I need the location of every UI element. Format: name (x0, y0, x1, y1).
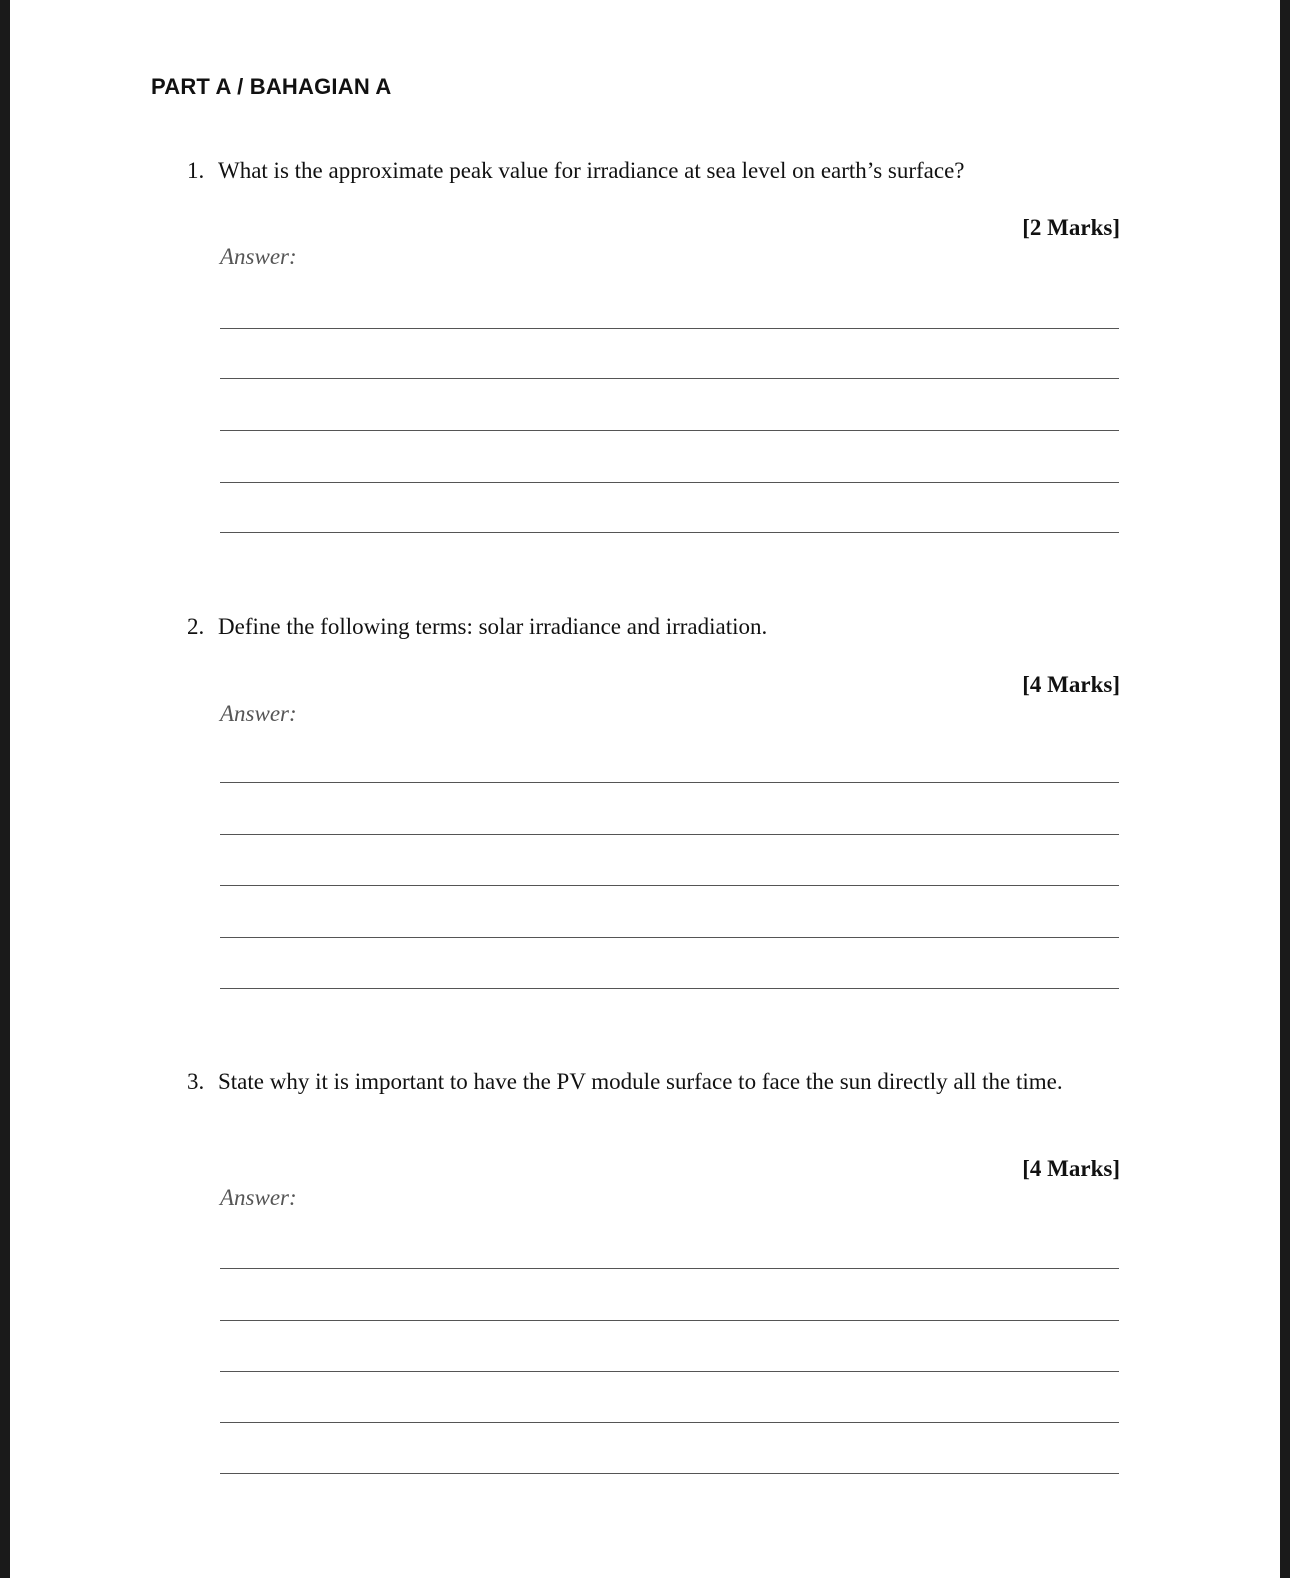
answer-line[interactable] (220, 1371, 1119, 1372)
question-number: 2. (187, 614, 205, 639)
answer-line[interactable] (220, 1422, 1119, 1423)
answer-line[interactable] (220, 782, 1119, 783)
question-3 (187, 1067, 1107, 1097)
part-title: PART A / BAHAGIAN A (151, 74, 392, 99)
question-text: State why it is important to have the PV module surface to face the sun directly all the time. (218, 1069, 1063, 1094)
answer-line[interactable] (220, 834, 1119, 835)
answer-line[interactable] (220, 532, 1119, 533)
answer-line[interactable] (220, 1320, 1119, 1321)
answer-line[interactable] (220, 1268, 1119, 1269)
exam-page (10, 0, 1280, 1578)
answer-label: Answer: (220, 701, 297, 726)
question-number: 3. (187, 1069, 205, 1094)
answer-label: Answer: (220, 1185, 297, 1210)
answer-line[interactable] (220, 937, 1119, 938)
question-number: 1. (187, 158, 205, 183)
answer-label: Answer: (220, 244, 297, 269)
marks-label: [2 Marks] (1022, 215, 1120, 240)
question-text: What is the approximate peak value for irradiance at sea level on earth’s surface? (218, 158, 965, 183)
answer-line[interactable] (220, 885, 1119, 886)
question-text: Define the following terms: solar irradiance and irradiation. (218, 614, 768, 639)
answer-line[interactable] (220, 988, 1119, 989)
answer-line[interactable] (220, 1473, 1119, 1474)
answer-line[interactable] (220, 430, 1119, 431)
question-1 (187, 156, 1107, 186)
marks-label: [4 Marks] (1022, 672, 1120, 697)
answer-line[interactable] (220, 482, 1119, 483)
question-2 (187, 612, 1107, 642)
marks-label: [4 Marks] (1022, 1156, 1120, 1181)
answer-line[interactable] (220, 328, 1119, 329)
answer-line[interactable] (220, 378, 1119, 379)
